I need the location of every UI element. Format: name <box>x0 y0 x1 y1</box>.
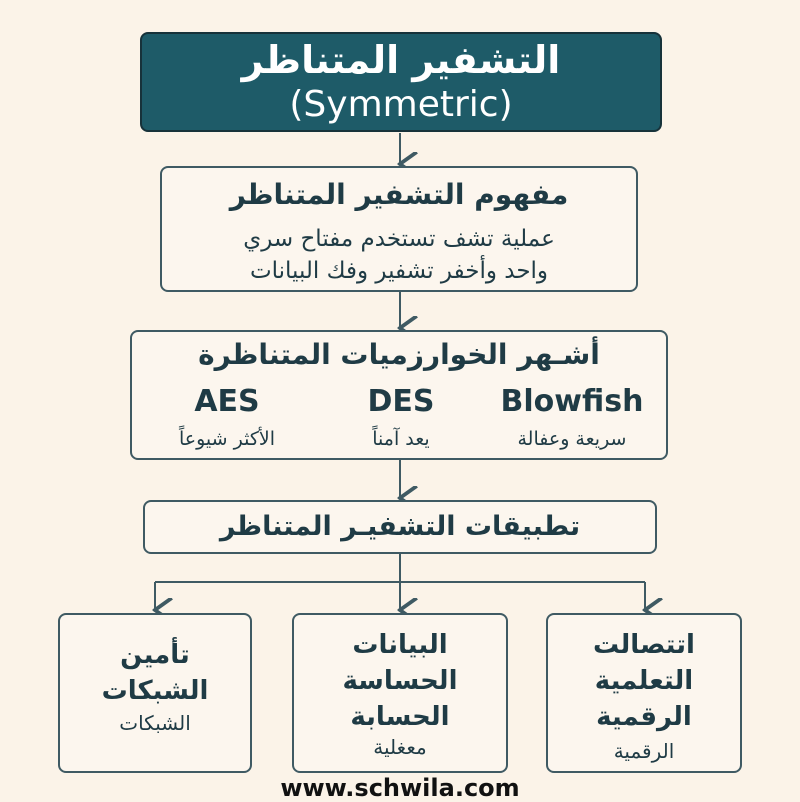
app-title <box>294 627 506 735</box>
footer-website: www.schwila.com <box>280 774 520 802</box>
concept-line-2: واحد وأخفر تشفير وفك البيانات <box>249 258 549 284</box>
app-title-line: الحساسة <box>342 666 458 696</box>
title-english: (Symmetric) <box>289 84 513 125</box>
title-box <box>140 32 662 132</box>
app-desc: الرقمية <box>613 739 675 763</box>
app-title-line: تأمين <box>120 640 190 670</box>
applications-box <box>143 500 657 554</box>
algorithm-desc: الأكثر شيوعاً <box>178 428 275 450</box>
app-title <box>60 637 250 709</box>
algorithm-name: DES <box>367 384 435 419</box>
app-title-line: الحسابة <box>350 702 450 732</box>
app-sensitive-data <box>292 613 508 773</box>
title-arabic: التشفير المتناظر <box>241 38 561 82</box>
app-title-line: البيانات <box>352 630 448 660</box>
algorithm-desc: سريعة وعفالة <box>517 428 627 450</box>
app-title-line: اتتصالت <box>593 630 695 660</box>
concept-box <box>160 166 638 292</box>
app-title-line: الشبكات <box>101 676 209 706</box>
app-title-line: الرقمية <box>596 702 692 732</box>
algorithm-name: Blowfish <box>500 384 644 419</box>
algorithm-name: AES <box>194 384 260 419</box>
app-title <box>548 627 740 735</box>
applications-title: تطبيقات التشفيـر المتناظر <box>219 511 581 542</box>
algorithm-des <box>316 382 486 450</box>
app-desc: الشبكات <box>119 711 191 735</box>
app-desc: معغلية <box>373 735 427 759</box>
app-digital-communications <box>546 613 742 773</box>
app-title-line: التعلمية <box>594 666 694 696</box>
algorithms-box <box>130 330 668 460</box>
algorithm-desc: يعد آمناً <box>372 428 430 450</box>
app-network-security <box>58 613 252 773</box>
concept-title: مفهوم التشفير المتناظر <box>229 178 569 211</box>
algorithms-title: أشـهر الخوارزميات المتناظرة <box>198 338 600 371</box>
algorithm-aes <box>142 382 312 450</box>
concept-line-1: عملية تشف تستخدم مفتاح سري <box>243 226 555 252</box>
algorithm-blowfish <box>482 382 662 450</box>
